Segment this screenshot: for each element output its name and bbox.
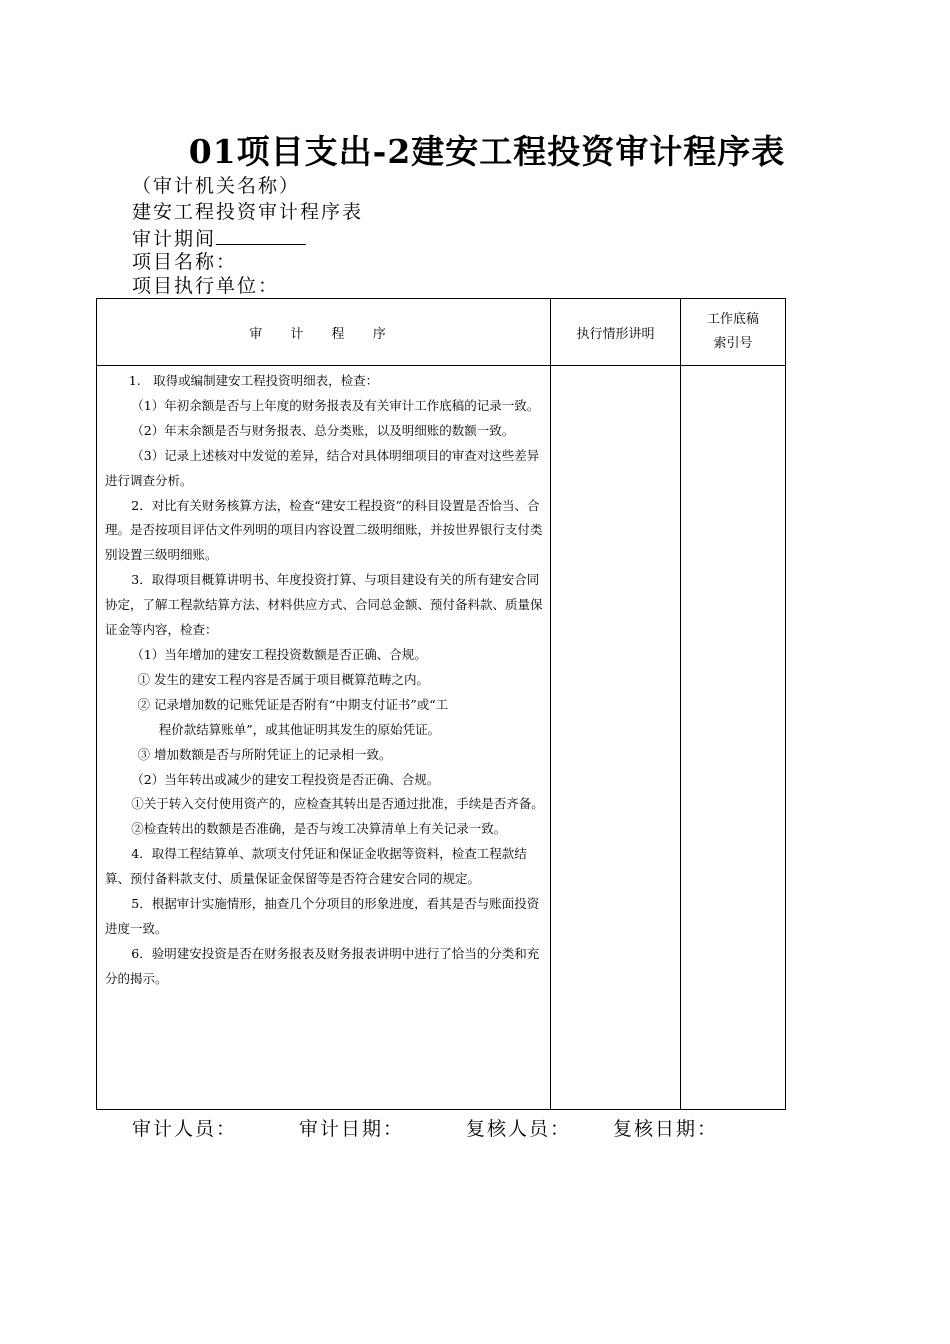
procedure-line: 4．取得工程结算单、款项支付凭证和保证金收据等资料，检查工程款结算、预付备料款支付、质量保证金保留等是否符合建安合同的规定。 bbox=[105, 846, 527, 887]
procedure-line: 程价款结算账单”，或其他证明其发生的原始凭证。 bbox=[158, 721, 441, 737]
review-date-label: 复核日期： bbox=[613, 1118, 719, 1140]
procedure-line: （1）当年增加的建安工程投资数额是否正确、合规。 bbox=[131, 646, 427, 662]
procedure-line: （2）年末余额是否与财务报表、总分类账，以及明细账的数额一致。 bbox=[131, 422, 515, 438]
page-title: 01项目支出-2建安工程投资审计程序表 bbox=[188, 132, 786, 171]
audit-org-name: （审计机关名称） bbox=[132, 175, 301, 197]
procedure-line: ① 发生的建安工程内容是否属于项目概算范畴之内。 bbox=[137, 671, 429, 687]
procedure-line: ①关于转入交付使用资产的，应检查其转出是否通过批准，手续是否齐备。 bbox=[131, 796, 544, 812]
form-name: 建安工程投资审计程序表 bbox=[132, 201, 364, 223]
procedure-line: （1）年初余额是否与上年度的财务报表及有关审计工作底稿的记录一致。 bbox=[131, 397, 540, 413]
col-header-index-line1: 工作底稿 bbox=[706, 312, 759, 327]
auditor-label: 审计人员： bbox=[132, 1118, 238, 1140]
project-name-label: 项目名称： bbox=[132, 251, 238, 273]
table-header-row bbox=[97, 299, 786, 366]
col-header-index-line2: 索引号 bbox=[713, 336, 753, 351]
procedure-line: 5．根据审计实施情形，抽查几个分项目的形象进度，看其是否与账面投资进度一致。 bbox=[105, 896, 540, 936]
procedure-line: 1. 取得或编制建安工程投资明细表，检查： bbox=[128, 373, 379, 388]
col-header-index bbox=[681, 299, 786, 366]
execution-cell[interactable] bbox=[551, 366, 681, 1110]
audit-period-blank[interactable] bbox=[216, 226, 306, 245]
procedure-cell bbox=[97, 366, 551, 1110]
table-body-row bbox=[97, 366, 786, 1110]
audit-procedure-table bbox=[96, 298, 786, 1110]
col-header-procedure: 审 计 程 序 bbox=[97, 299, 551, 366]
procedure-line: 3．取得项目概算讲明书、年度投资打算、与项目建设有关的所有建安合同协定，了解工程款结算方法、材料供应方式、合同总金额、预付备料款、质量保证金等内容，检查： bbox=[105, 572, 543, 638]
audit-date-label: 审计日期： bbox=[299, 1118, 405, 1140]
procedure-line: （2）当年转出或减少的建安工程投资是否正确、合规。 bbox=[131, 771, 440, 787]
procedure-line: ③ 增加数额是否与所附凭证上的记录相一致。 bbox=[137, 746, 392, 762]
procedure-line: 2．对比有关财务核算方法，检查“建安工程投资”的科目设置是否恰当、合理。是否按项目评估文件列明的项目内容设置二级明细账，并按世界银行支付类别设置三级明细账。 bbox=[105, 497, 543, 563]
index-cell[interactable] bbox=[681, 366, 786, 1110]
audit-period-row bbox=[132, 226, 306, 251]
procedure-line: ② 记录增加数的记账凭证是否附有“中期支付证书”或“工 bbox=[137, 696, 449, 712]
audit-period-label: 审计期间 bbox=[132, 228, 217, 250]
procedure-line: ②检查转出的数额是否准确，是否与竣工决算清单上有关记录一致。 bbox=[131, 821, 507, 837]
reviewer-label: 复核人员： bbox=[466, 1118, 572, 1140]
col-header-execution: 执行情形讲明 bbox=[551, 299, 681, 366]
procedure-line: （3）记录上述核对中发觉的差异，结合对具体明细项目的审查对这些差异进行调查分析。 bbox=[105, 447, 540, 488]
procedure-line: 6．验明建安投资是否在财务报表及财务报表讲明中进行了恰当的分类和充分的揭示。 bbox=[105, 945, 540, 986]
executing-unit-label: 项目执行单位： bbox=[132, 275, 280, 297]
